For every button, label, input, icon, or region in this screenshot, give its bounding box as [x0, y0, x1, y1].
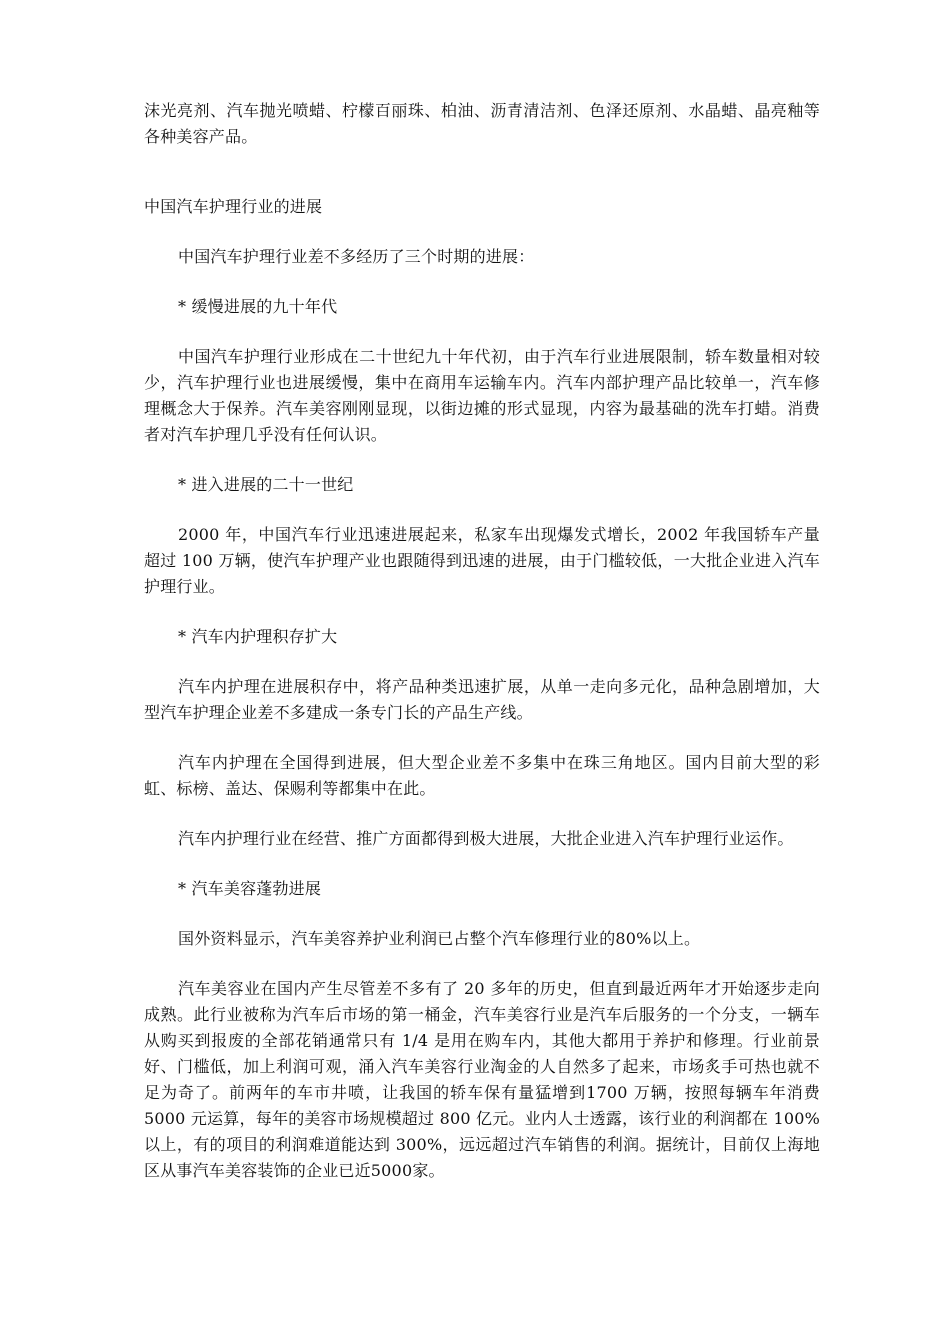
overview-paragraph: 中国汽车护理行业差不多经历了三个时期的进展： — [178, 247, 535, 266]
stage-4-heading: * 汽车美容蓬勃进展 — [178, 879, 322, 898]
stage-1-paragraph-1: 中国汽车护理行业形成在二十世纪九十年代初，由于汽车行业进展限制，轿车数量相对较少，汽车护理行业也进展缓慢，集中在商用车运输车内。汽车内部护理产品比较单一，汽车修理概念大于保养。汽车美容刚刚显现，以街边摊的形式显现，内容为最基础的洗车打蜡。消费者对汽车护理几乎没有任何认识。 — [144, 347, 820, 444]
stage-4-paragraph-2: 汽车美容业在国内产生尽管差不多有了 20 多年的历史，但直到最近两年才开始逐步走向成熟。此行业被称为汽车后市场的第一桶金，汽车美容行业是汽车后服务的一个分支，一辆车从购买到报废的全部花销通常只有 1/4 是用在购车内，其他大都用于养护和修理。行业前景好、门槛低，加上利润可观，涌入汽车美容行业淘金的人自然多了起来，市场炙手可热也就不足为奇了。前两年的车市井喷，让我国的轿车保有量猛增到1700 万辆，按照每辆车年消费 5000 元运算，每年的美容市场规模超过 800 亿元。业内人士透露，该行业的利润都在 100%以上，有的项目的利润难道能达到 300%，远远超过汽车销售的利润。据统计，目前仅上海地区从事汽车美容装饰的企业已近5000家。 — [144, 979, 820, 1180]
stage-3-paragraph-3: 汽车内护理行业在经营、推广方面都得到极大进展，大批企业进入汽车护理行业运作。 — [178, 829, 794, 848]
stage-2-paragraph-1: 2000 年，中国汽车行业迅速进展起来，私家车出现爆发式增长，2002 年我国轿车产量超过 100 万辆，使汽车护理产业也跟随得到迅速的进展，由于门槛较低，一大批企业进入汽车护理行业。 — [144, 525, 820, 596]
stage-3-paragraph-2: 汽车内护理在全国得到进展，但大型企业差不多集中在珠三角地区。国内目前大型的彩虹、标榜、盖达、保赐利等都集中在此。 — [144, 753, 820, 798]
stage-1-heading: * 缓慢进展的九十年代 — [178, 297, 338, 316]
section-heading: 中国汽车护理行业的进展 — [144, 197, 323, 216]
intro-continued-paragraph: 沫光亮剂、汽车抛光喷蜡、柠檬百丽珠、柏油、沥青清洁剂、色泽还原剂、水晶蜡、晶亮釉等各种美容产品。 — [144, 101, 820, 146]
stage-3-heading: * 汽车内护理积存扩大 — [178, 627, 338, 646]
stage-2-heading: * 进入进展的二十一世纪 — [178, 475, 354, 494]
stage-3-paragraph-1: 汽车内护理在进展积存中，将产品种类迅速扩展，从单一走向多元化，品种急剧增加，大型汽车护理企业差不多建成一条专门长的产品生产线。 — [144, 677, 820, 722]
document-page — [144, 98, 820, 1184]
stage-4-paragraph-1: 国外资料显示，汽车美容养护业利润已占整个汽车修理行业的80%以上。 — [178, 929, 701, 948]
